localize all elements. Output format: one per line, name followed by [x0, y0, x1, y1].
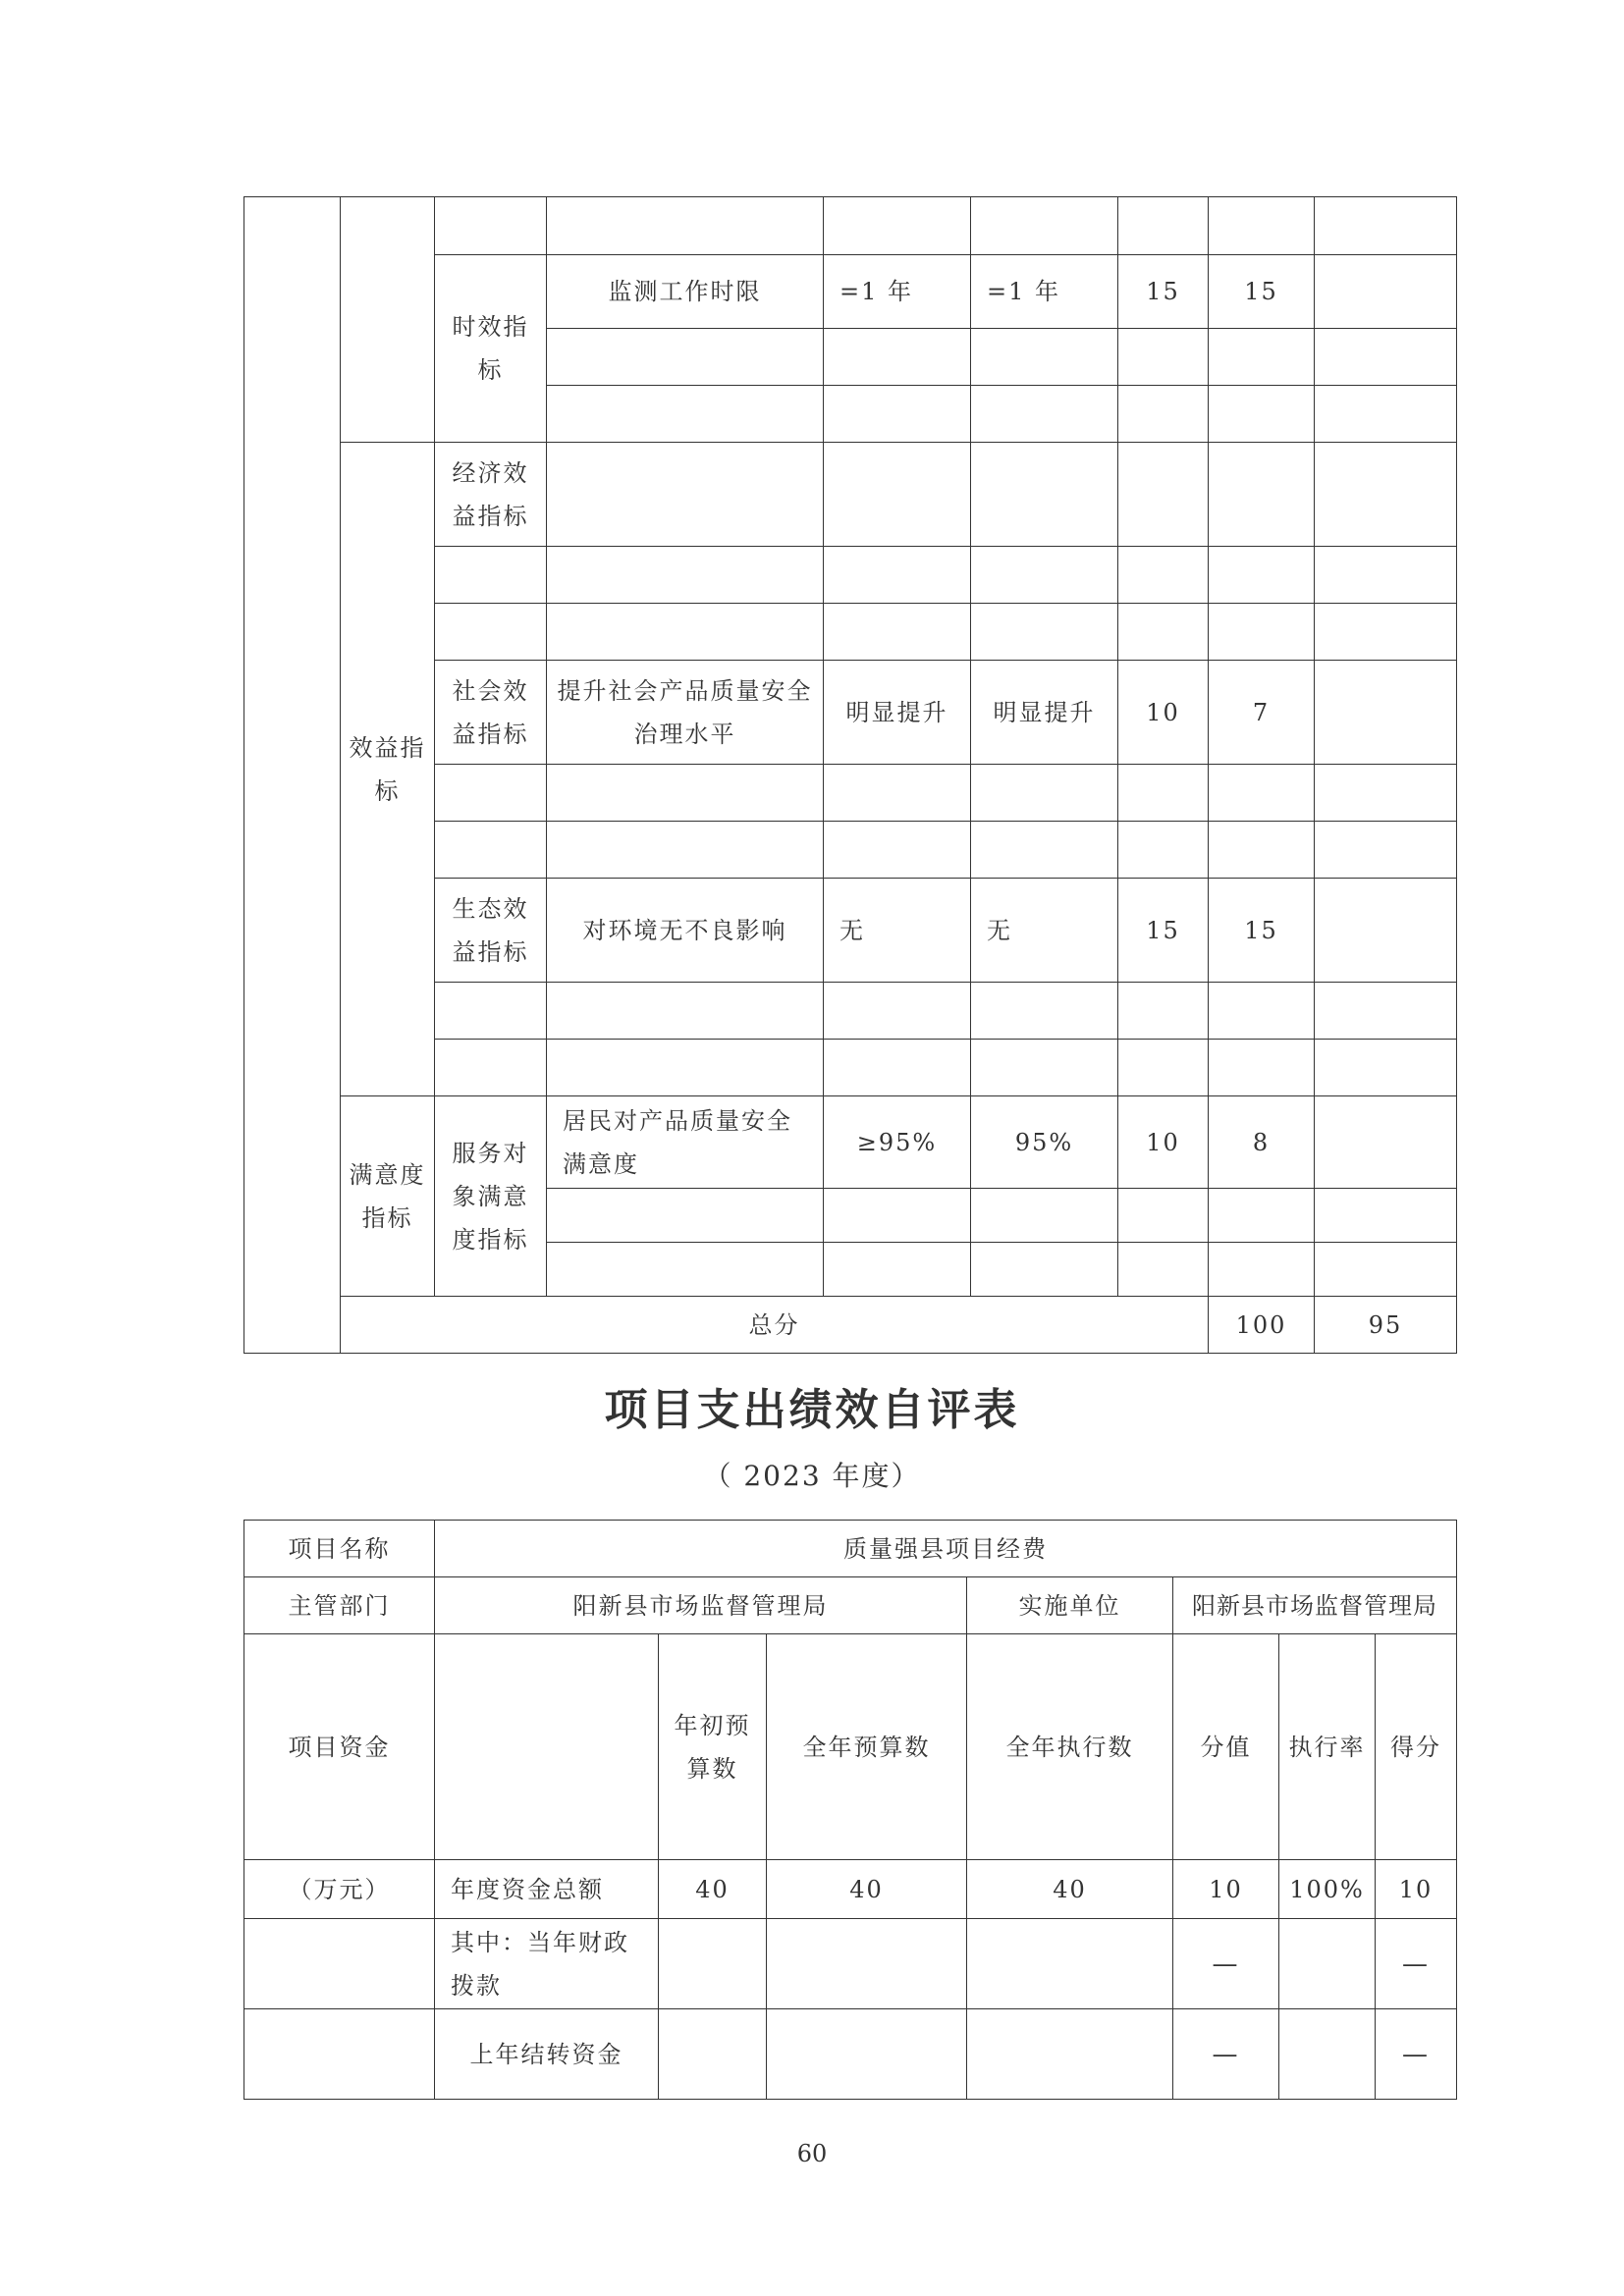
project-name: 质量强县项目经费 [435, 1521, 1457, 1577]
row-initial: 40 [659, 1860, 767, 1919]
social-indicator: 提升社会产品质量安全治理水平 [547, 661, 824, 765]
header-exec-rate: 执行率 [1279, 1634, 1376, 1860]
row-weight: 10 [1173, 1860, 1279, 1919]
table-row [244, 1919, 1457, 2009]
timeliness-weight: 15 [1118, 255, 1209, 329]
dept-value: 阳新县市场监督管理局 [435, 1577, 967, 1634]
table-row [244, 1521, 1457, 1577]
timeliness-actual: =1 年 [971, 255, 1118, 329]
table-row [244, 2009, 1457, 2100]
row-label: 其中：当年财政拨款 [435, 1919, 659, 2009]
satisfaction-group-label: 满意度指标 [341, 1096, 435, 1297]
social-actual: 明显提升 [971, 661, 1118, 765]
benefit-group-label: 效益指标 [341, 443, 435, 1096]
timeliness-category: 时效指标 [435, 255, 547, 443]
header-annual-exec: 全年执行数 [967, 1634, 1173, 1860]
satisfaction-actual: 95% [971, 1096, 1118, 1189]
satisfaction-target: ≥95% [824, 1096, 971, 1189]
social-score: 7 [1209, 661, 1315, 765]
header-score: 得分 [1376, 1634, 1457, 1860]
ecological-target: 无 [824, 879, 971, 983]
row-label: 上年结转资金 [435, 2009, 659, 2100]
table-row [244, 1634, 1457, 1860]
timeliness-score: 15 [1209, 255, 1315, 329]
header-weight: 分值 [1173, 1634, 1279, 1860]
ecological-actual: 无 [971, 879, 1118, 983]
table-row [244, 1096, 1457, 1189]
project-expenditure-table [244, 1520, 1457, 2100]
row-weight: — [1173, 1919, 1279, 2009]
satisfaction-score: 8 [1209, 1096, 1315, 1189]
project-name-label: 项目名称 [244, 1521, 435, 1577]
funds-label: 项目资金 [244, 1634, 435, 1860]
ecological-category: 生态效益指标 [435, 879, 547, 983]
social-target: 明显提升 [824, 661, 971, 765]
total-score: 95 [1315, 1297, 1457, 1354]
performance-indicator-table [244, 196, 1457, 1354]
page-subtitle: （ 2023 年度） [703, 1460, 921, 1492]
total-label: 总分 [341, 1297, 1209, 1354]
impl-value: 阳新县市场监督管理局 [1173, 1577, 1457, 1634]
row-score: — [1376, 1919, 1457, 2009]
row-score: — [1376, 2009, 1457, 2100]
impl-label: 实施单位 [967, 1577, 1173, 1634]
row-weight: — [1173, 2009, 1279, 2100]
social-weight: 10 [1118, 661, 1209, 765]
header-annual-budget: 全年预算数 [767, 1634, 967, 1860]
table-row [244, 443, 1457, 547]
ecological-indicator: 对环境无不良影响 [547, 879, 824, 983]
row-annual: 40 [767, 1860, 967, 1919]
table-row [244, 1860, 1457, 1919]
row-exec: 40 [967, 1860, 1173, 1919]
satisfaction-category: 服务对象满意度指标 [435, 1096, 547, 1297]
ecological-score: 15 [1209, 879, 1315, 983]
funds-unit: （万元） [244, 1860, 435, 1919]
satisfaction-weight: 10 [1118, 1096, 1209, 1189]
economic-category: 经济效益指标 [435, 443, 547, 547]
total-weight: 100 [1209, 1297, 1315, 1354]
dept-label: 主管部门 [244, 1577, 435, 1634]
row-label: 年度资金总额 [435, 1860, 659, 1919]
timeliness-indicator: 监测工作时限 [547, 255, 824, 329]
timeliness-target: =1 年 [824, 255, 971, 329]
social-category: 社会效益指标 [435, 661, 547, 765]
header-initial-budget: 年初预算数 [659, 1634, 767, 1860]
page-title: 项目支出绩效自评表 [604, 1385, 1020, 1435]
satisfaction-indicator: 居民对产品质量安全满意度 [547, 1096, 824, 1189]
row-score: 10 [1376, 1860, 1457, 1919]
row-rate: 100% [1279, 1860, 1376, 1919]
page-number: 60 [796, 2140, 828, 2167]
ecological-weight: 15 [1118, 879, 1209, 983]
total-row [244, 1297, 1457, 1354]
table-row [244, 1577, 1457, 1634]
